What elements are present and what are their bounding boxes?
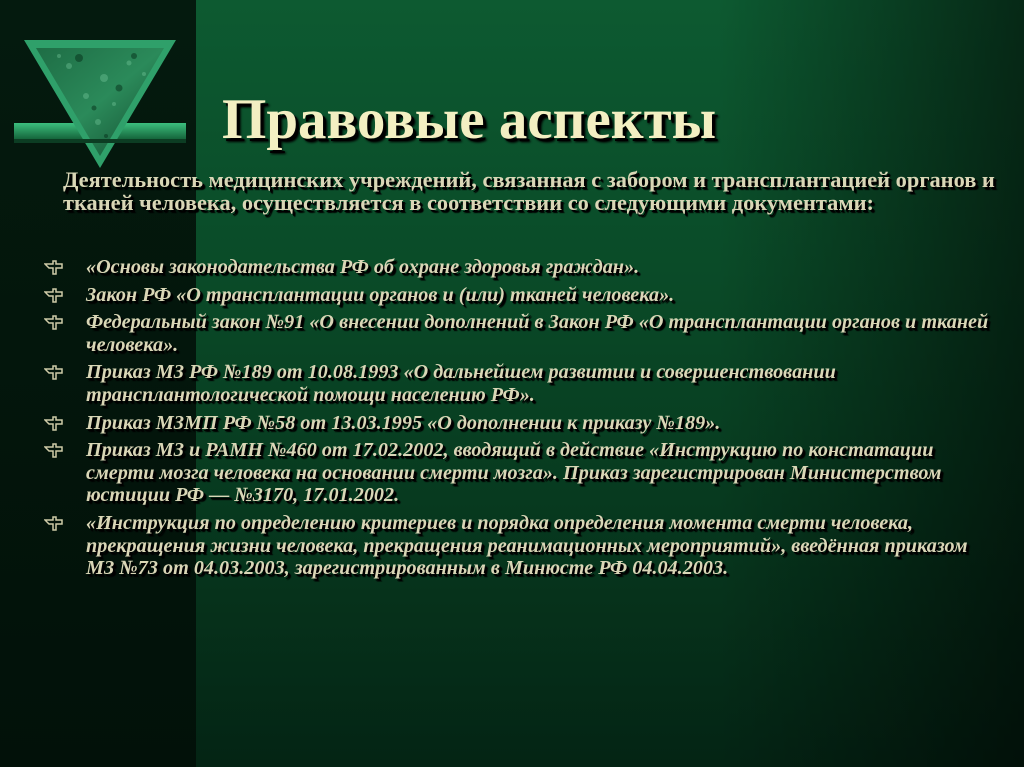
list-item-text: Приказ МЗ РФ №189 от 10.08.1993 «О дальнейшем развитии и совершенствовании трансплантологической помощи населению РФ». xyxy=(86,361,836,406)
list-item-text: Приказ МЗ и РАМН №460 от 17.02.2002, вводящий в действие «Инструкцию по констатации смерти мозга человека на основании смерти мозга». Приказ зарегистрирован Министерством юстиции РФ — №3170, 17.01.2002. xyxy=(86,439,942,507)
list-item-text: Федеральный закон №91 «О внесении дополнений в Закон РФ «О трансплантации органов и тканей человека». xyxy=(86,311,989,356)
list-item xyxy=(40,256,1000,279)
hand-pointer-icon xyxy=(44,314,64,332)
hand-pointer-icon xyxy=(44,415,64,433)
list-item xyxy=(40,284,1000,307)
hand-pointer-icon xyxy=(44,442,64,460)
list-item xyxy=(40,361,1000,406)
list-item-text: «Основы законодательства РФ об охране здоровья граждан». xyxy=(86,256,640,278)
list-item xyxy=(40,412,1000,435)
hand-pointer-icon xyxy=(44,259,64,277)
list-item xyxy=(40,512,1000,580)
intro-paragraph: Деятельность медицинских учреждений, связанная с забором и трансплантацией органов и тканей человека, осуществляется в соответствии со следующими документами: xyxy=(63,167,995,216)
list-item-text: Приказ МЗМП РФ №58 от 13.03.1995 «О дополнении к приказу №189». xyxy=(86,411,721,434)
triangle-logo-icon xyxy=(14,38,186,170)
slide-title: Правовые аспекты xyxy=(222,88,717,151)
list-item-text: «Инструкция по определению критериев и порядка определения момента смерти человека, прекращения жизни человека, прекращения реанимационных мероприятий», введённая приказом МЗ №73 от 04.03.2003, зарегистрированным в Минюсте РФ 04.04.2003. xyxy=(86,511,968,580)
hand-pointer-icon xyxy=(44,364,64,382)
list-item xyxy=(40,311,1000,356)
hand-pointer-icon xyxy=(44,515,64,533)
list-item xyxy=(40,439,1000,507)
hand-pointer-icon xyxy=(44,287,64,305)
list-item-text: Закон РФ «О трансплантации органов и (или) тканей человека». xyxy=(86,283,675,306)
documents-list xyxy=(40,256,1000,585)
